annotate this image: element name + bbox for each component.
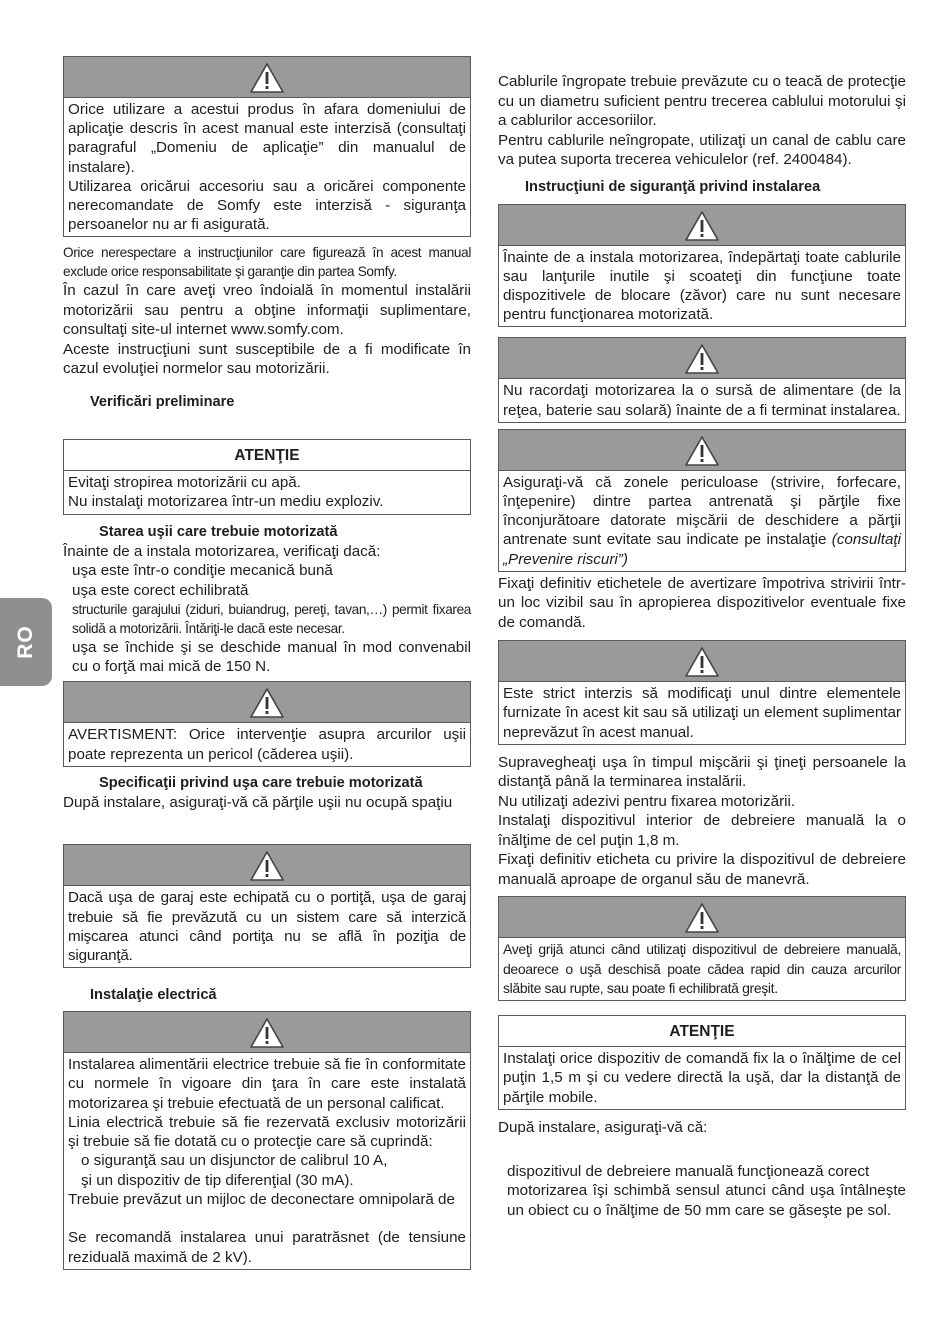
warning-box-electrical <box>63 1011 471 1270</box>
warning-box-header <box>64 1012 470 1053</box>
attention-title: ATENŢIE <box>499 1016 905 1047</box>
warning-box-danger-zones <box>498 429 906 572</box>
warning-box-header <box>64 57 470 98</box>
warning-triangle-icon <box>249 850 285 882</box>
section-heading-spec: Specificaţii privind uşa care trebuie motorizată <box>99 774 423 791</box>
cable-paragraph: Cablurile îngropate trebuie prevăzute cu o teacă de protecţie cu un diametru suficient pentru trecerea cablului motorului şi a cablurilor accesoriilor. <box>498 73 906 129</box>
warning-box-wicket <box>63 844 471 968</box>
list-item: o siguranţă sau un disjunctor de calibrul 10 A, <box>81 1152 388 1170</box>
supervise-paragraph: Supravegheaţi uşa în timpul mişcării şi ţineţi persoanele la distanţă până la terminarea instalării. <box>498 753 906 791</box>
right-column <box>498 72 906 1220</box>
warning-text <box>503 473 901 569</box>
warning-box-header <box>499 205 905 246</box>
warning-box-modify <box>498 640 906 745</box>
warning-triangle-icon <box>684 902 720 934</box>
list-item: uşa se închide şi se deschide manual în mod convenabil cu o forţă mai mică de 150 N. <box>72 639 471 676</box>
warning-text: AVERTISMENT: Orice intervenţie asupra arcurilor uşii poate reprezenta un pericol (căderea uşii). <box>68 726 466 763</box>
starea-intro: Înainte de a instala motorizarea, verificaţi dacă: <box>63 542 381 560</box>
warning-text: Se recomandă instalarea unui paratrăsnet (de tensiune reziduală maximă de 2 kV). <box>68 1229 466 1266</box>
warning-box-header <box>499 641 905 682</box>
left-column <box>63 56 471 1270</box>
warning-triangle-icon <box>249 62 285 94</box>
warning-triangle-icon <box>684 343 720 375</box>
warning-box-header <box>499 338 905 379</box>
warning-text: Trebuie prevăzut un mijloc de deconectare omnipolară de <box>68 1191 455 1209</box>
warning-triangle-icon <box>684 646 720 678</box>
attention-text: Instalaţi orice dispozitiv de comandă fix la o înălţime de cel puţin 1,5 m şi cu vedere directă la uşă, dar la distanţă de părţile mobile. <box>503 1049 901 1106</box>
attention-line: Evitaţi stropirea motorizării cu apă. <box>68 473 301 491</box>
warning-text-main: Asiguraţi-vă că zonele periculoase (strivire, forfecare, înţepenire) dintre partea antrenată şi părţile fixe înconjurătoare datorate mişcării de deschidere a părţii antrenate sunt evitate sau indicate pe instalaţie <box>503 473 901 549</box>
warning-text: Orice utilizare a acestui produs în afara domeniului de aplicaţie descris în acest manual este interzisă (consultaţi paragraful „Domeniu de aplicaţie” din manualul de instalare). <box>68 101 466 176</box>
warning-triangle-icon <box>249 687 285 719</box>
warning-box-header <box>499 430 905 471</box>
spec-text: După instalare, asiguraţi-vă că părţile uşii nu ocupă spaţiu <box>63 793 453 811</box>
section-heading-elec: Instalaţie electrică <box>90 987 217 1004</box>
warning-box-springs <box>63 681 471 766</box>
after-install-intro: După instalare, asiguraţi-vă că: <box>498 1119 708 1137</box>
warning-text: Înainte de a instala motorizarea, îndepărtaţi toate cablurile sau lanţurile inutile şi scoateţi din funcţiune toate dispozitivele de blocare (zăvor) care nu sunt necesare pentru funcţionarea motorizată. <box>503 248 901 324</box>
warning-text: Nu racordaţi motorizarea la o sursă de alimentare (de la reţea, baterie sau solară) înainte de a fi terminat instalarea. <box>503 382 901 419</box>
list-item: structurile garajului (ziduri, buiandrug, pereţi, tavan,…) permit fixarea solidă a motorizării. Întăriţi-le dacă este necesar. <box>72 602 471 637</box>
warning-text: Instalarea alimentării electrice trebuie să fie în conformitate cu normele în vigoare din ţara în care este instalată motorizarea şi trebuie efectuată de un personal calificat. <box>68 1056 466 1112</box>
fix-labels-paragraph: Fixaţi definitiv etichetele de avertizare împotriva strivirii într-un loc vizibil sau în apropierea dispozitivelor eventuale fixe de comandă. <box>498 574 906 631</box>
supervise-paragraph: Instalaţi dispozitivul interior de debreiere manuală la o înălţime de cel puţin 1,8 m. <box>498 812 906 849</box>
warning-box-cables <box>498 204 906 328</box>
warning-text: Linia electrică trebuie să fie rezervată exclusiv motorizării şi trebuie să fie dotată cu o protecţie care să cuprindă: <box>68 1113 466 1150</box>
warning-text: Utilizarea oricărui accesoriu sau a oricărei componente nerecomandate de Somfy este interzisă - siguranţa persoanelor nu ar fi asigurată. <box>68 177 466 234</box>
warning-text: Dacă uşa de garaj este echipată cu o portiţă, uşa de garaj trebuie să fie prevăzută cu un sistem care să interzică mişcarea atunci când portiţa nu se află în poziţia de siguranţă. <box>68 889 466 964</box>
list-item: motorizarea îşi schimbă sensul atunci când uşa întâlneşte un obiect cu o înălţime de 50 mm care se găseşte pe sol. <box>507 1182 906 1219</box>
supervise-paragraph: Fixaţi definitiv eticheta cu privire la dispozitivul de debreiere manuală aproape de organul său de manevră. <box>498 851 906 888</box>
attention-line: Nu instalaţi motorizarea într-un mediu exploziv. <box>68 493 384 511</box>
warning-box-power <box>498 337 906 422</box>
list-item: uşa este corect echilibrată <box>72 581 249 599</box>
attention-box-controls <box>498 1015 906 1111</box>
warning-text: Este strict interzis să modificaţi unul dintre elementele furnizate în acest kit sau să utilizaţi un element suplimentar neprevăzut în acest manual. <box>503 685 901 741</box>
cable-paragraph: Pentru cablurile neîngropate, utilizaţi un canal de cablu care va putea suporta trecerea vehiculelor (ref. 2400484). <box>498 131 906 168</box>
warning-box-header <box>64 682 470 723</box>
attention-box-water <box>63 439 471 515</box>
language-tab-label: RO <box>14 625 37 659</box>
warning-box-release <box>498 896 906 1001</box>
warning-triangle-icon <box>684 435 720 467</box>
warning-triangle-icon <box>684 210 720 242</box>
intro-paragraph: În cazul în care aveţi vreo îndoială în momentul instalării motorizării sau pentru a obţine informaţii suplimentare, consultaţi site-ul internet www.somfy.com. <box>63 282 471 339</box>
warning-box-header <box>499 897 905 938</box>
intro-condensed: Orice nerespectare a instrucţiunilor care figurează în acest manual exclude orice responsabilitate şi garanţie din partea Somfy. <box>63 245 471 280</box>
warning-triangle-icon <box>249 1017 285 1049</box>
language-tab <box>0 598 52 686</box>
intro-paragraph: Aceste instrucţiuni sunt susceptibile de a fi modificate în cazul evoluţiei normelor sau motorizării. <box>63 340 471 378</box>
warning-text: Aveţi grijă atunci când utilizaţi dispozitivul de debreiere manuală, deoarece o uşă deschisă poate cădea rapid din cauza arcurilor slăbite sau rupte, sau poate fi echilibrată greşit. <box>503 941 901 996</box>
list-item: şi un dispozitiv de tip diferenţial (30 mA). <box>81 1171 354 1189</box>
warning-box-usage <box>63 56 471 237</box>
list-item: uşa este într-o condiţie mecanică bună <box>72 562 333 580</box>
section-heading-verificari: Verificări preliminare <box>90 393 235 410</box>
warning-box-header <box>64 845 470 886</box>
section-heading-siguranta: Instrucţiuni de siguranţă privind instalarea <box>525 178 821 195</box>
list-item: dispozitivul de debreiere manuală funcţionează corect <box>507 1162 870 1180</box>
attention-title: ATENŢIE <box>64 440 470 471</box>
supervise-paragraph: Nu utilizaţi adezivi pentru fixarea motorizării. <box>498 792 796 810</box>
warning-text-reference: (consultaţi „Prevenire riscuri”) <box>503 531 901 568</box>
section-heading-starea: Starea uşii care trebuie motorizată <box>99 523 338 540</box>
